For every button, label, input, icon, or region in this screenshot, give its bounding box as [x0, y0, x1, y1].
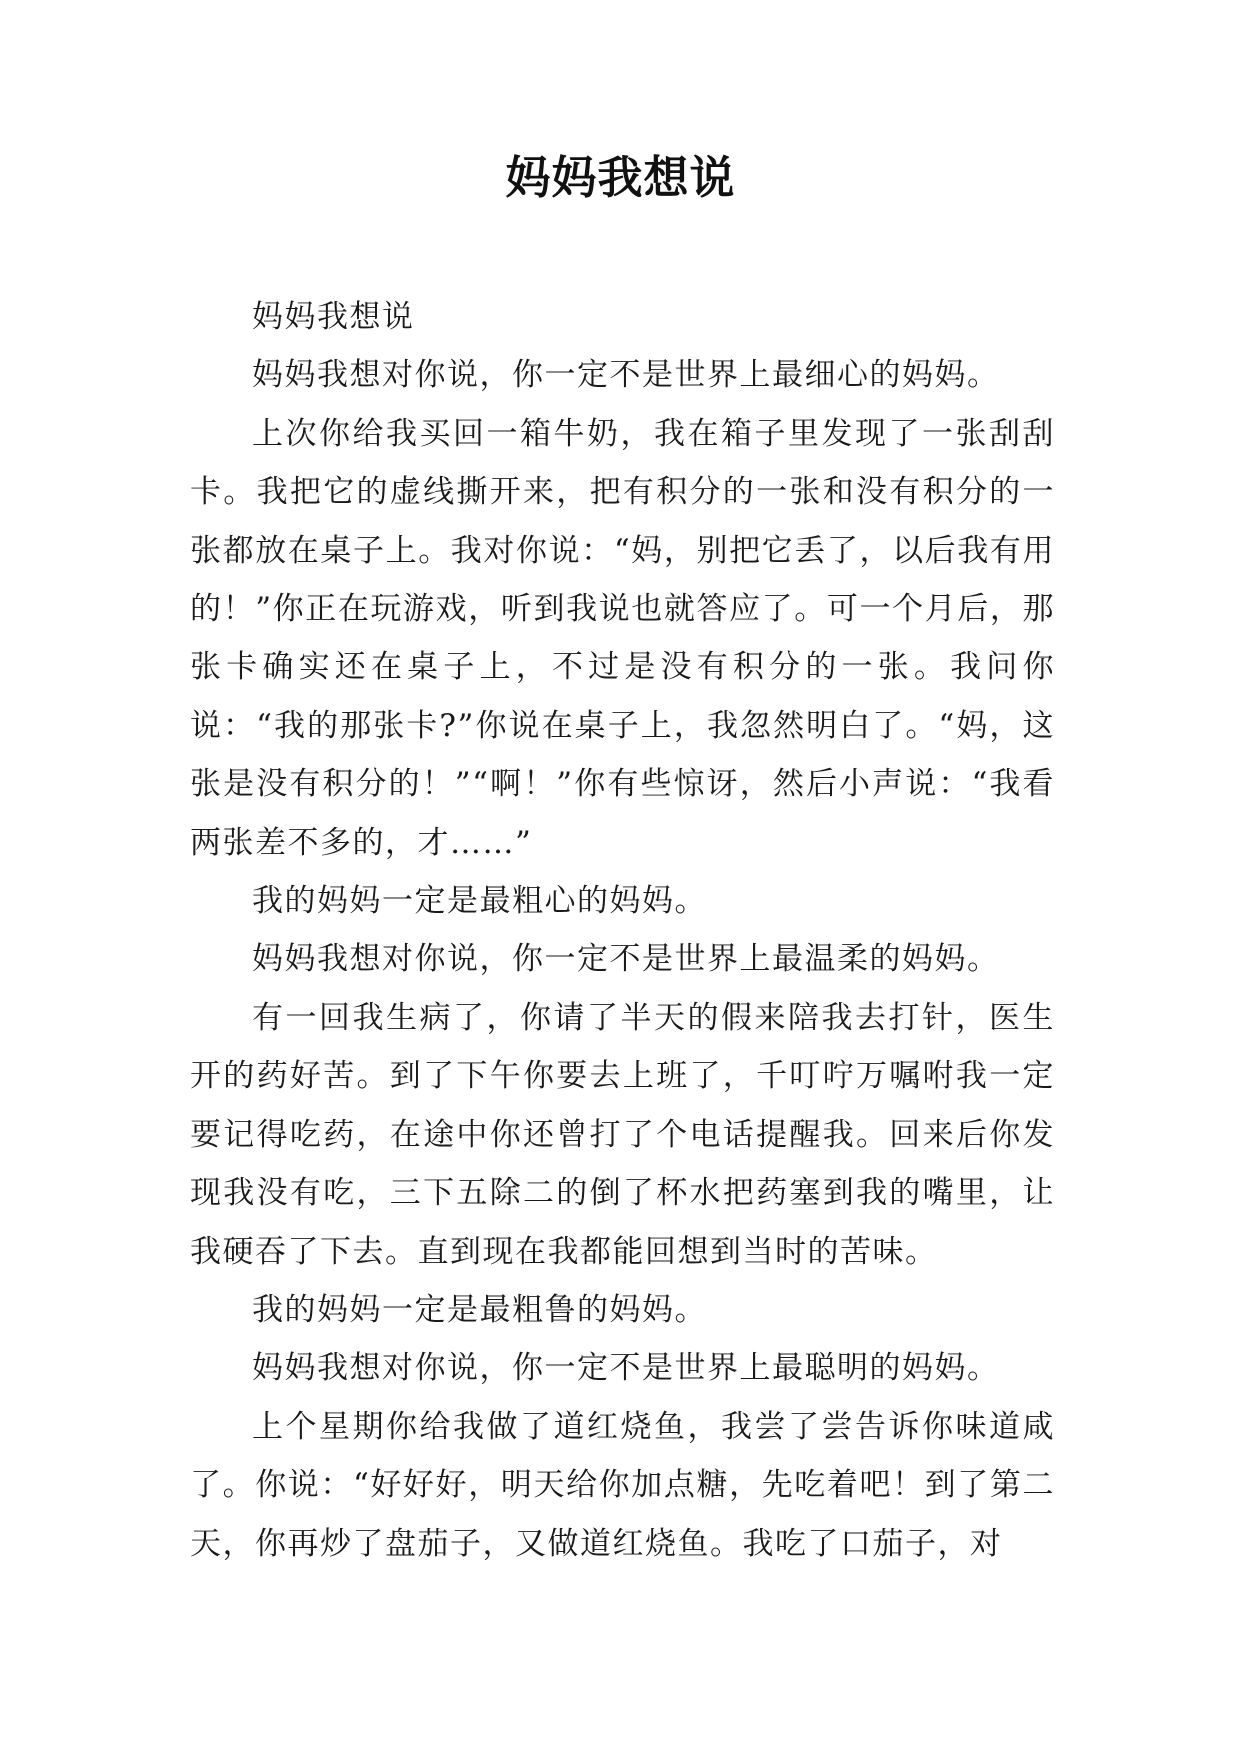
paragraph: 妈妈我想对你说，你一定不是世界上最细心的妈妈。 — [252, 357, 1000, 394]
paragraph: 上次你给我买回一箱牛奶，我在箱子里发现了一张刮刮卡。我把它的虚线撕开来，把有积分的一张和没有积分的一张都放在桌子上。我对你说：“妈，别把它丢了，以后我有用的！”你正在玩游戏，听到我说也就答应了。可一个月后，那张卡确实还在桌子上，不过是没有积分的一张。我问你说：“我的那张卡?”你说在桌子上，我忽然明白了。“妈，这张是没有积分的！”“啊！”你有些惊讶，然后小声说：“我看两张差不多的，才……” — [190, 415, 1055, 861]
document-title: 妈妈我想说 — [505, 151, 736, 204]
paragraph: 上个星期你给我做了道红烧鱼，我尝了尝告诉你味道咸了。你说：“好好好，明天给你加点糖，先吃着吧！到了第二天，你再炒了盘茄子，又做道红烧鱼。我吃了口茄子，对 — [190, 1408, 1055, 1562]
paragraph: 有一回我生病了，你请了半天的假来陪我去打针，医生开的药好苦。到了下午你要去上班了，千叮咛万嘱咐我一定要记得吃药，在途中你还曾打了个电话提醒我。回来后你发现我没有吃，三下五除二的倒了杯水把药塞到我的嘴里，让我硬吞了下去。直到现在我都能回想到当时的苦味。 — [190, 999, 1055, 1270]
paragraph: 我的妈妈一定是最粗鲁的妈妈。 — [252, 1291, 707, 1328]
paragraph: 妈妈我想对你说，你一定不是世界上最聪明的妈妈。 — [252, 1350, 1000, 1387]
paragraph: 妈妈我想对你说，你一定不是世界上最温柔的妈妈。 — [252, 941, 1000, 978]
paragraph: 妈妈我想说 — [252, 299, 415, 335]
paragraph: 我的妈妈一定是最粗心的妈妈。 — [252, 883, 707, 920]
document-body — [190, 288, 1055, 1573]
